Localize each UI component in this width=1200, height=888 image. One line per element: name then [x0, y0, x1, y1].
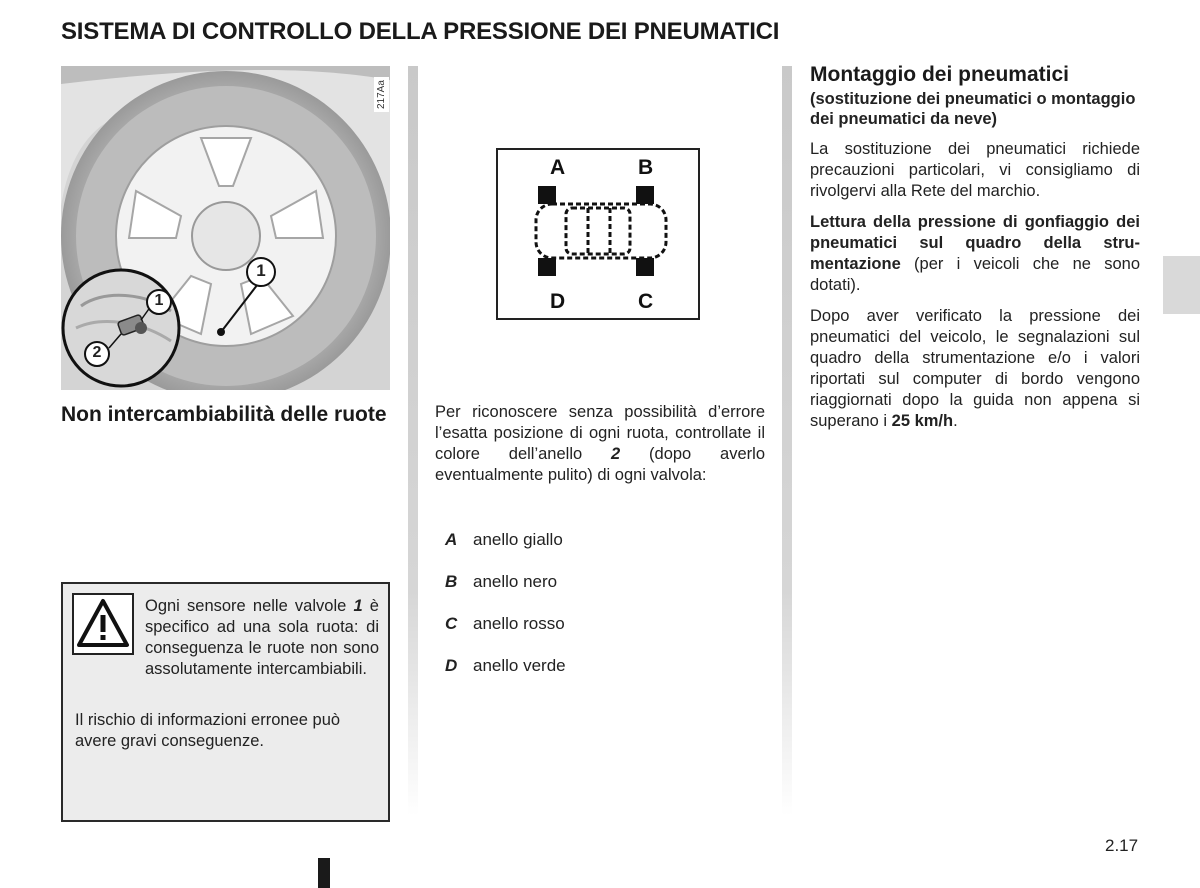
ring-color-intro: Per riconoscere senza possibilità d’errore l’esatta posizione di ogni ruota, controllate il colore dell’anello 2 (dopo averlo eventualmente pulito) di ogni valvola:	[435, 403, 765, 484]
print-mark	[318, 858, 330, 888]
list-item: D anello verde	[445, 656, 566, 675]
warning-box	[61, 582, 390, 822]
page-title: SISTEMA DI CONTROLLO DELLA PRESSIONE DEI PNEUMATICI	[61, 18, 780, 45]
page-number: 2.17	[1105, 836, 1139, 855]
diagram-label-c: C	[638, 290, 654, 313]
section-title: Non intercambiabilità delle ruote	[61, 403, 387, 426]
chapter-tab	[1163, 256, 1200, 314]
column-separator	[408, 66, 418, 816]
paragraph: La sostituzione dei pneumatici richiede precauzioni particolari, vi consigliamo di rivolgervi alla Rete del marchio.	[810, 140, 1140, 200]
list-item: C anello rosso	[445, 614, 565, 633]
diagram-label-a: A	[550, 156, 566, 179]
list-item: A anello giallo	[445, 530, 563, 549]
paragraph: Lettura della pressione di gonfiaggio dei pneumatici sul quadro della strumentazione (per i veicoli che ne sono dotati).	[810, 213, 1140, 294]
paragraph: Dopo aver verificato la pressione dei pneumatici del veicolo, le segnalazioni sul quadro della strumentazione e/o i valori riportati sul computer di bordo vengono riaggiornati dopo la guida non appena si superano i 25 km/h.	[810, 307, 1140, 430]
car-wheel-diagram	[496, 148, 700, 320]
warning-consequence-text: Il rischio di informazioni erronee può avere gravi conseguenze.	[75, 711, 341, 750]
diagram-label-d: D	[550, 290, 566, 313]
callout-1-inset: 1	[154, 292, 164, 309]
warning-text: Ogni sensore nelle valvole 1 è specifico ad una sola ruota: di conseguenza le ruote non sono assolutamente intercambiabili.	[145, 597, 379, 678]
list-item: B anello nero	[445, 572, 558, 591]
ring-color-list	[445, 529, 566, 697]
right-section-title: Montaggio dei pneumatici	[810, 63, 1070, 86]
diagram-label-b: B	[638, 156, 654, 179]
right-section-subtitle: (sostituzione dei pneumatici o montaggio dei pneumatici da neve)	[810, 90, 1136, 128]
figure-code: 217Aa	[374, 77, 389, 112]
column-separator	[782, 66, 792, 816]
wheel-illustration	[61, 66, 390, 390]
callout-1: 1	[256, 261, 266, 280]
callout-2: 2	[92, 344, 102, 361]
